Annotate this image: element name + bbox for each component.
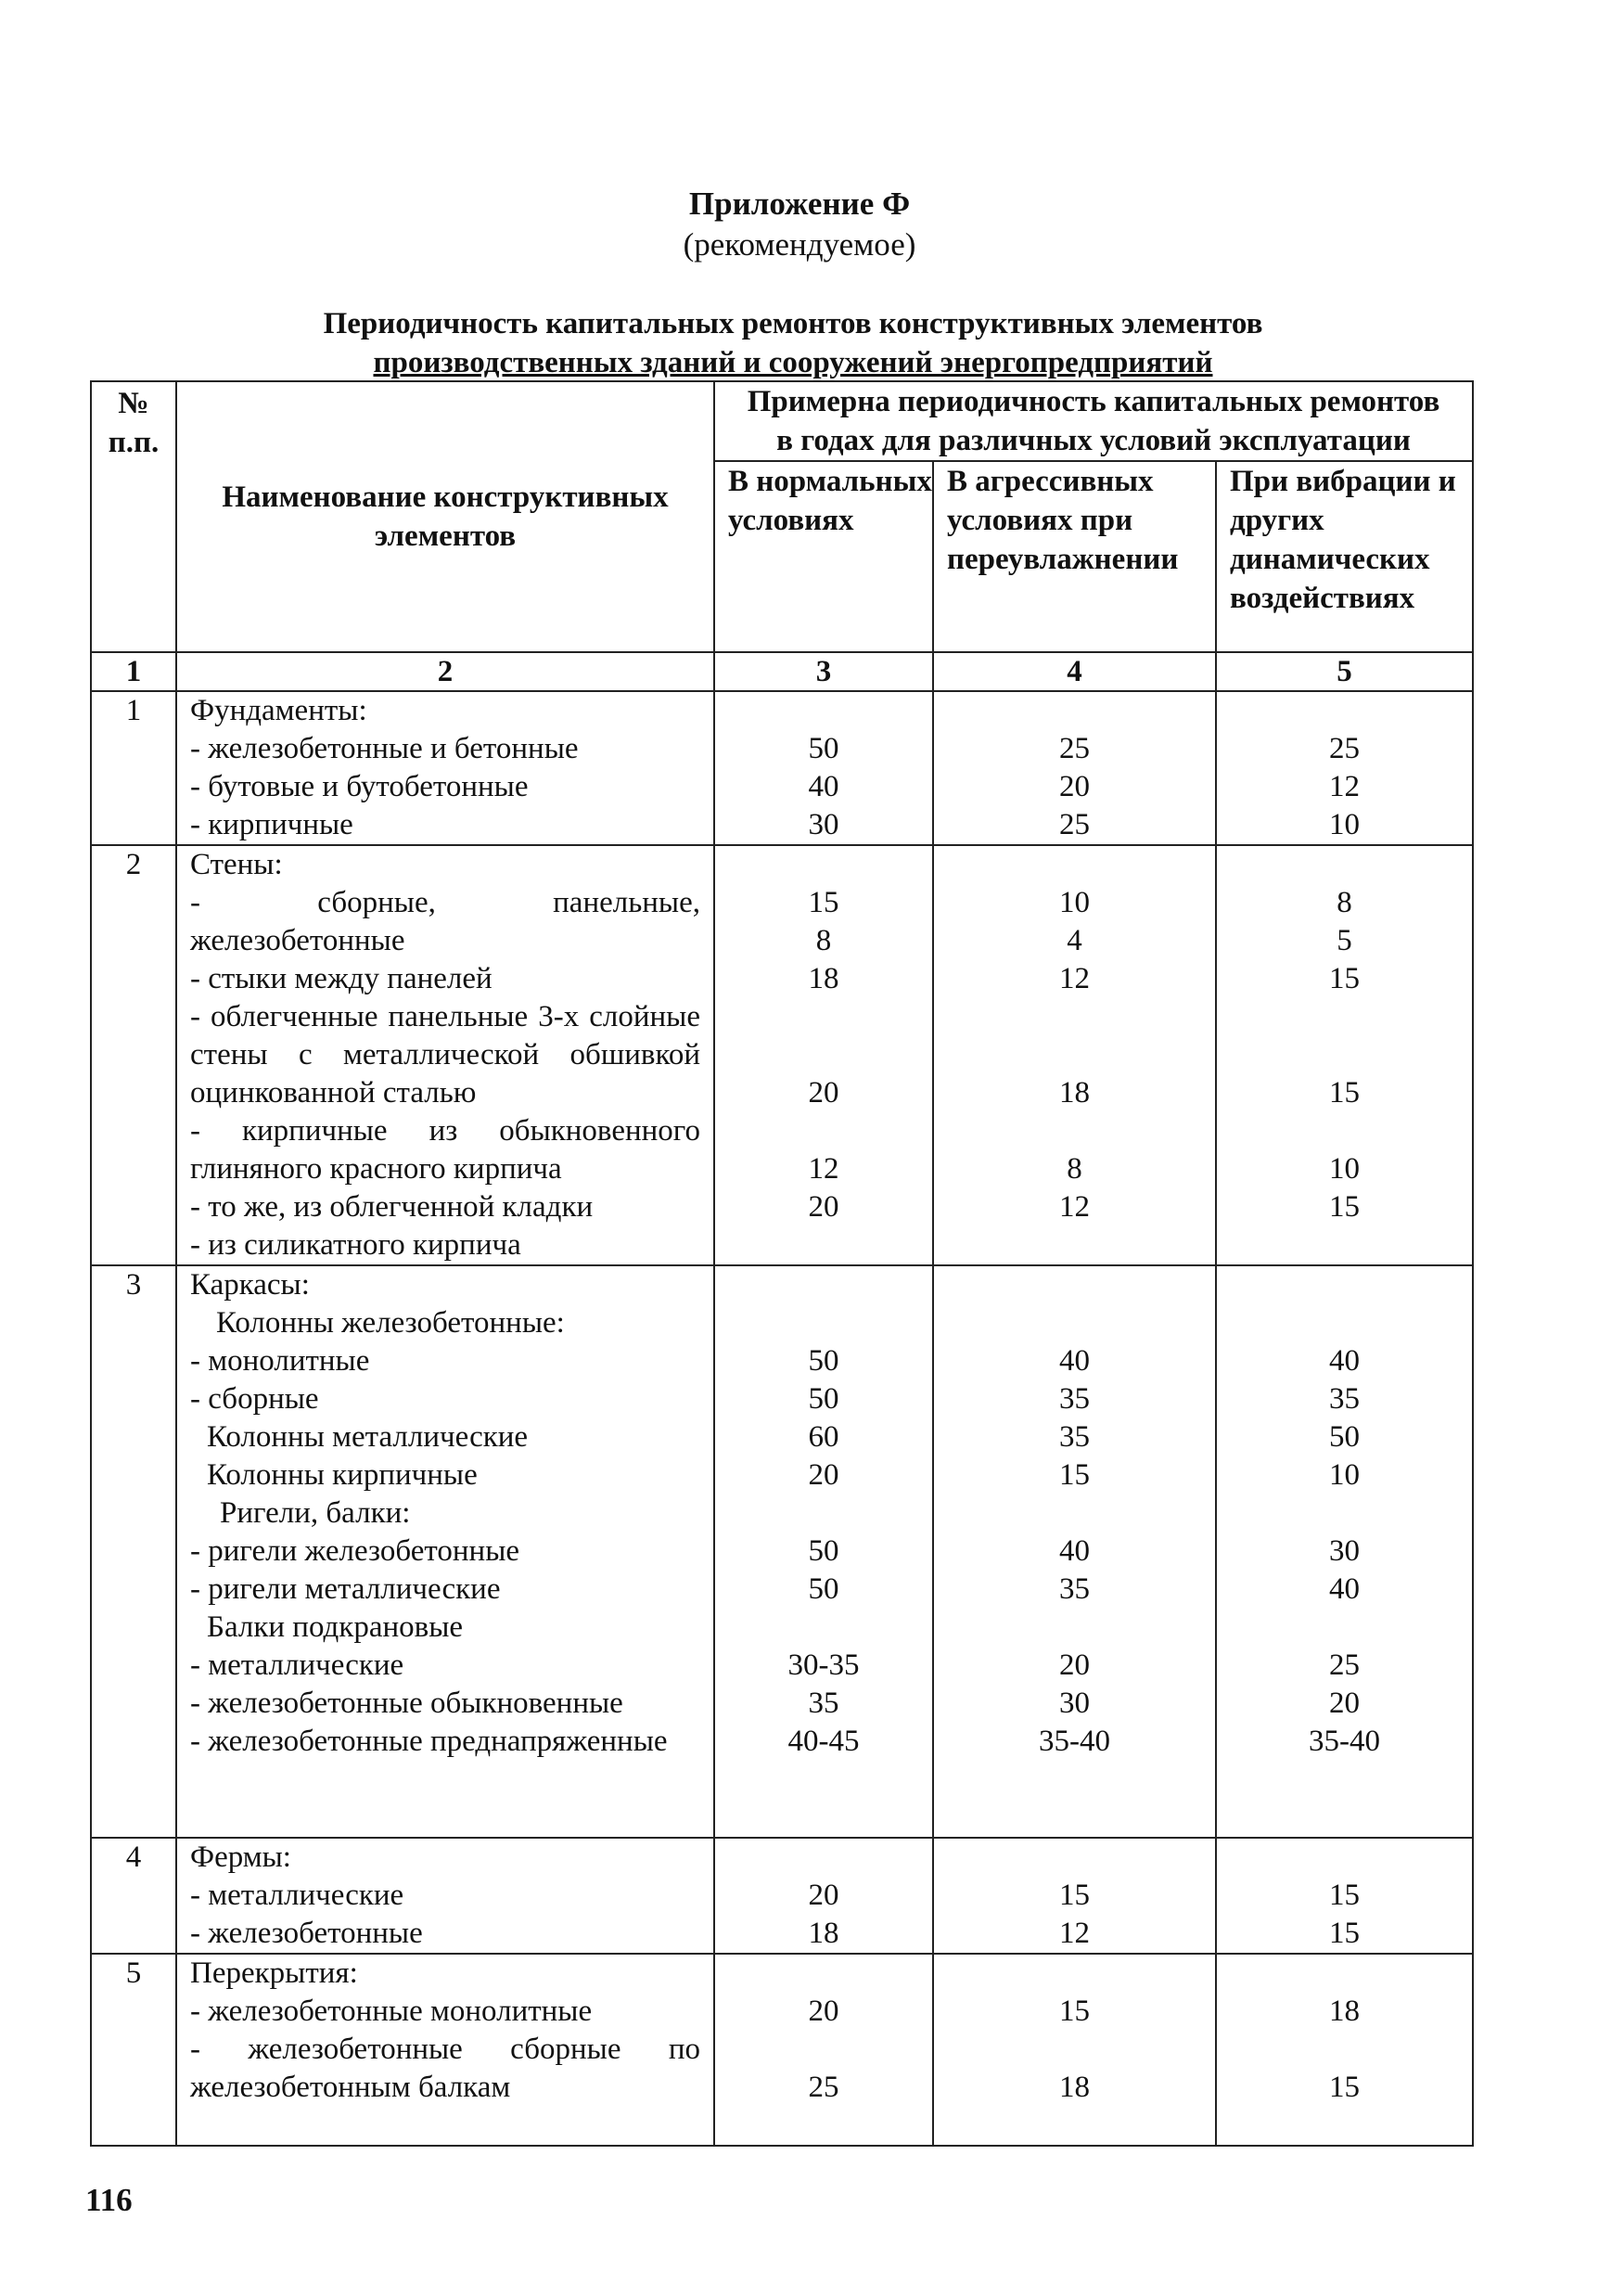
values-cell-v4 — [933, 845, 1216, 1265]
values-cell-v3 — [714, 1838, 933, 1954]
value-spacer — [1217, 1761, 1472, 1799]
value-v3 — [715, 1304, 932, 1342]
document-title-line-2: производственных зданий и сооружений энергопредприятий — [373, 346, 1213, 379]
value-v4 — [934, 692, 1215, 730]
value-spacer — [934, 1761, 1215, 1799]
value-v5: 40 — [1329, 1572, 1360, 1606]
element-name: Фермы: — [190, 1841, 291, 1874]
values-cell-v5 — [1216, 1954, 1473, 2146]
value-v3: 25 — [808, 2071, 839, 2104]
value-v4: 35 — [1059, 1382, 1090, 1416]
value-v5: 35 — [1329, 1382, 1360, 1416]
row-number: 4 — [91, 1838, 176, 1954]
value-v4 — [934, 1494, 1215, 1533]
value-spacer — [1217, 998, 1472, 1036]
value-v3: 50 — [808, 732, 839, 765]
value-v5 — [1217, 1304, 1472, 1342]
element-name: - железобетонные преднапряженные — [190, 1725, 668, 1758]
column-number-4: 4 — [933, 652, 1216, 691]
value-v3: 30-35 — [787, 1648, 860, 1682]
value-v3: 20 — [808, 1458, 839, 1492]
value-v5 — [1217, 846, 1472, 884]
element-name: Колонны железобетонные: — [216, 1306, 565, 1340]
value-v4: 12 — [1059, 1190, 1090, 1224]
value-v3 — [715, 1226, 932, 1264]
values-cell-v5 — [1216, 691, 1473, 845]
values-cell-v3 — [714, 1265, 933, 1838]
value-v5: 15 — [1329, 1190, 1360, 1224]
value-v3: 8 — [815, 924, 832, 957]
value-v4 — [934, 1304, 1215, 1342]
header-vibration-conditions: При вибрации и других динамических воздействиях — [1216, 461, 1473, 652]
value-v4: 20 — [1059, 1648, 1090, 1682]
value-spacer — [715, 1036, 932, 1074]
document-title-line-1: Периодичность капитальных ремонтов конструктивных элементов — [323, 307, 1263, 340]
repair-periodicity-table — [90, 380, 1474, 2147]
value-v5: 18 — [1329, 1995, 1360, 2028]
header-aggressive-conditions: В агрессивных условиях при переувлажнении — [933, 461, 1216, 652]
values-cell-v4 — [933, 1954, 1216, 2146]
value-v4: 35 — [1059, 1420, 1090, 1454]
value-v3 — [715, 1494, 932, 1533]
value-spacer — [715, 998, 932, 1036]
value-v5: 10 — [1329, 1152, 1360, 1186]
element-name: Балки подкрановые — [207, 1610, 464, 1644]
value-v3: 20 — [808, 1879, 839, 1912]
value-v3: 20 — [808, 1190, 839, 1224]
element-name: Стены: — [190, 848, 283, 881]
row-number: 3 — [91, 1265, 176, 1838]
value-v5: 25 — [1329, 732, 1360, 765]
value-v5: 8 — [1337, 886, 1352, 919]
value-v5: 10 — [1329, 1458, 1360, 1492]
value-v4 — [934, 1266, 1215, 1304]
element-name: - бутовые и бутобетонные — [190, 770, 529, 803]
value-v4 — [934, 1799, 1215, 1837]
value-v3: 50 — [808, 1534, 839, 1568]
value-v4 — [934, 1839, 1215, 1877]
value-v5: 50 — [1329, 1420, 1360, 1454]
header-element-name: Наименование конструктивных элементов — [176, 381, 714, 652]
values-cell-v5 — [1216, 845, 1473, 1265]
value-v4: 20 — [1059, 770, 1090, 803]
value-spacer — [934, 1036, 1215, 1074]
value-spacer — [934, 1112, 1215, 1150]
value-v3 — [715, 1266, 932, 1304]
value-v4: 35-40 — [1039, 1725, 1110, 1758]
element-name: - металлические — [190, 1648, 404, 1682]
table-row — [91, 691, 1473, 845]
element-name: Фундаменты: — [190, 694, 367, 727]
value-v4 — [934, 846, 1215, 884]
value-v4 — [934, 1226, 1215, 1264]
value-v3: 40-45 — [787, 1725, 860, 1758]
element-name: - ригели металлические — [190, 1572, 501, 1606]
document-title — [213, 304, 1373, 382]
values-cell-v5 — [1216, 1838, 1473, 1954]
element-name: - кирпичные из обыкновенного глиняного красного кирпича — [190, 1114, 700, 1186]
value-spacer — [1217, 1112, 1472, 1150]
row-number: 2 — [91, 845, 176, 1265]
value-v5: 25 — [1329, 1648, 1360, 1682]
value-v3 — [715, 1609, 932, 1647]
value-v3 — [715, 692, 932, 730]
appendix-title: Приложение Ф — [688, 186, 911, 222]
element-name: Перекрытия: — [190, 1956, 358, 1990]
value-spacer — [715, 2031, 932, 2069]
value-v3 — [715, 846, 932, 884]
value-v5: 10 — [1329, 808, 1360, 841]
values-cell-v3 — [714, 691, 933, 845]
value-v4: 18 — [1059, 1076, 1090, 1110]
page-number: 116 — [85, 2182, 133, 2218]
table-row — [91, 1838, 1473, 1954]
element-name: - ригели железобетонные — [190, 1534, 520, 1568]
value-v3: 50 — [808, 1382, 839, 1416]
value-v3: 20 — [808, 1076, 839, 1110]
table-row — [91, 1265, 1473, 1838]
element-name: Ригели, балки: — [220, 1496, 411, 1530]
value-v5: 35-40 — [1309, 1725, 1380, 1758]
header-periodicity-group: Примерна периодичность капитальных ремонтов в годах для различных условий эксплуатации — [714, 381, 1473, 461]
value-spacer — [1217, 1036, 1472, 1074]
element-name: - железобетонные монолитные — [190, 1995, 593, 2028]
value-v4 — [934, 2107, 1215, 2145]
element-name: Колонны кирпичные — [207, 1458, 478, 1492]
element-name: - облегченные панельные 3-х слойные стены с металлической обшивкой оцинкованной сталью — [190, 1000, 700, 1110]
value-v3: 20 — [808, 1995, 839, 2028]
header-normal-conditions: В нормальных условиях — [714, 461, 933, 652]
value-v5 — [1217, 1839, 1472, 1877]
element-name: - железобетонные сборные по железобетонным балкам — [190, 2033, 700, 2104]
value-v4 — [934, 1609, 1215, 1647]
value-v5: 15 — [1329, 1917, 1360, 1950]
value-v5 — [1217, 1609, 1472, 1647]
value-spacer — [934, 998, 1215, 1036]
value-v5 — [1217, 1226, 1472, 1264]
element-name: - кирпичные — [190, 808, 353, 841]
element-names-cell — [176, 1265, 714, 1838]
value-v3: 18 — [808, 962, 839, 995]
value-v5 — [1217, 1266, 1472, 1304]
element-name — [190, 1799, 700, 1837]
values-cell-v4 — [933, 691, 1216, 845]
element-names-cell — [176, 1954, 714, 2146]
value-v3: 40 — [808, 770, 839, 803]
element-name: - металлические — [190, 1879, 404, 1912]
value-v3 — [715, 1799, 932, 1837]
element-name: Колонны металлические — [207, 1420, 529, 1454]
value-v4: 15 — [1059, 1458, 1090, 1492]
value-v3: 50 — [808, 1572, 839, 1606]
element-name: - из силикатного кирпича — [190, 1228, 521, 1262]
value-v5: 5 — [1337, 924, 1352, 957]
value-v5: 20 — [1329, 1687, 1360, 1720]
column-number-5: 5 — [1216, 652, 1473, 691]
value-spacer — [715, 1761, 932, 1799]
element-name: - железобетонные обыкновенные — [190, 1687, 623, 1720]
values-cell-v5 — [1216, 1265, 1473, 1838]
values-cell-v4 — [933, 1838, 1216, 1954]
value-v4: 15 — [1059, 1995, 1090, 2028]
column-number-1: 1 — [91, 652, 176, 691]
value-v5 — [1217, 1799, 1472, 1837]
value-v4: 12 — [1059, 1917, 1090, 1950]
value-v3 — [715, 1839, 932, 1877]
values-cell-v3 — [714, 845, 933, 1265]
values-cell-v4 — [933, 1265, 1216, 1838]
element-names-cell — [176, 845, 714, 1265]
values-cell-v3 — [714, 1954, 933, 2146]
header-number: № п.п. — [91, 381, 176, 652]
element-name: - сборные — [190, 1382, 319, 1416]
element-name: - сборные, панельные, железобетонные — [190, 886, 700, 957]
table-row — [91, 1954, 1473, 2146]
element-names-cell — [176, 691, 714, 845]
value-v5: 15 — [1329, 962, 1360, 995]
column-number-3: 3 — [714, 652, 933, 691]
element-name: - железобетонные и бетонные — [190, 732, 579, 765]
element-names-cell — [176, 1838, 714, 1954]
value-v5: 15 — [1329, 1879, 1360, 1912]
element-name: - монолитные — [190, 1344, 370, 1378]
value-v4: 40 — [1059, 1344, 1090, 1378]
appendix-subtitle: (рекомендуемое) — [683, 226, 916, 263]
value-v4: 25 — [1059, 732, 1090, 765]
value-v3: 18 — [808, 1917, 839, 1950]
element-name: - то же, из облегченной кладки — [190, 1190, 594, 1224]
value-v3: 12 — [808, 1152, 839, 1186]
value-v5 — [1217, 1494, 1472, 1533]
element-name: Каркасы: — [190, 1268, 310, 1302]
value-v5: 12 — [1329, 770, 1360, 803]
value-v5 — [1217, 1955, 1472, 1993]
value-spacer — [715, 1112, 932, 1150]
table-row — [91, 845, 1473, 1265]
value-v4: 18 — [1059, 2071, 1090, 2104]
value-v4: 10 — [1059, 886, 1090, 919]
value-v5 — [1217, 692, 1472, 730]
value-v4: 30 — [1059, 1687, 1090, 1720]
table-body — [91, 691, 1473, 2146]
value-v4: 25 — [1059, 808, 1090, 841]
value-v3: 50 — [808, 1344, 839, 1378]
value-spacer — [934, 2031, 1215, 2069]
value-spacer — [1217, 2031, 1472, 2069]
row-number: 5 — [91, 1954, 176, 2146]
value-v3 — [715, 1955, 932, 1993]
element-name — [190, 2107, 700, 2145]
element-name: - железобетонные — [190, 1917, 423, 1950]
value-v3: 60 — [808, 1420, 839, 1454]
value-v4: 40 — [1059, 1534, 1090, 1568]
value-v4: 35 — [1059, 1572, 1090, 1606]
value-v5: 15 — [1329, 2071, 1360, 2104]
value-v3: 30 — [808, 808, 839, 841]
element-name: - стыки между панелей — [190, 962, 492, 995]
value-v3 — [715, 2107, 932, 2145]
value-v5 — [1217, 2107, 1472, 2145]
value-v4 — [934, 1955, 1215, 1993]
value-v3: 35 — [808, 1687, 839, 1720]
row-number: 1 — [91, 691, 176, 845]
value-v5: 15 — [1329, 1076, 1360, 1110]
column-number-2: 2 — [176, 652, 714, 691]
value-v4: 4 — [1067, 924, 1082, 957]
value-v4: 8 — [1067, 1152, 1082, 1186]
value-v5: 40 — [1329, 1344, 1360, 1378]
value-v3: 15 — [808, 886, 839, 919]
value-v4: 12 — [1059, 962, 1090, 995]
value-v5: 30 — [1329, 1534, 1360, 1568]
value-v4: 15 — [1059, 1879, 1090, 1912]
